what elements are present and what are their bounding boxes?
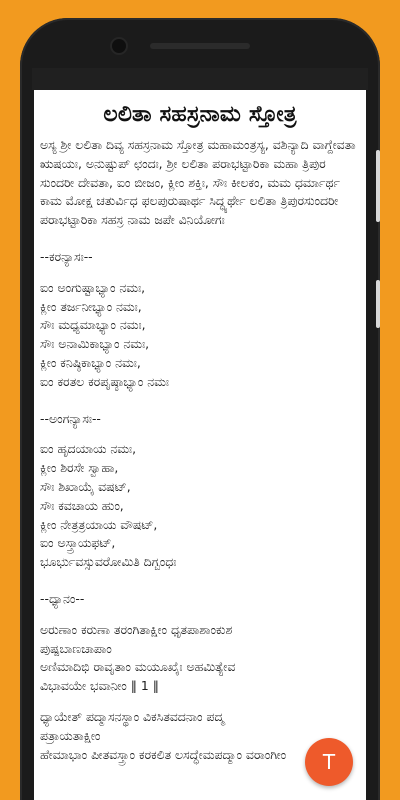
stotra-text[interactable] [40,136,362,764]
verse-line: ಅಣಿಮಾದಿಭಿ ರಾವೃತಾಂ ಮಯೂಖೈಃ ಅಹಮಿತ್ಯೇವ [40,659,236,675]
status-bar [32,68,368,90]
intro-paragraph: ಅಸ್ಯ ಶ್ರೀ ಲಲಿತಾ ದಿವ್ಯ ಸಹಸ್ರನಾಮ ಸ್ತೋತ್ರ ಮಹಾಮಂತ್ರಸ್ಯ, ವಶಿನ್ಯಾದಿ ವಾಗ್ದೇವತಾ ಋಷಯಃ, ಅನುಷ್ಟುಪ್ ಛಂದಃ, ಶ್ರೀ ಲಲಿತಾ ಪರಾಭಟ್ಟಾರಿಕಾ ಮಹಾ ತ್ರಿಪುರ ಸುಂದರೀ ದೇವತಾ, ಐಂ ಬೀಜಂ, ಕ್ಲೀಂ ಶಕ್ತಿಃ, ಸೌಃ ಕೀಲಕಂ, ಮಮ ಧರ್ಮಾರ್ಥ ಕಾಮ ಮೋಕ್ಷ ಚತುರ್ವಿಧ ಫಲಪುರುಷಾರ್ಥ ಸಿದ್ಧ್ಯರ್ಥೇ ಲಲಿತಾ ತ್ರಿಪುರಸುಂದರೀ ಪರಾಭಟ್ಟಾರಿಕಾ ಸಹಸ್ರ ನಾಮ ಜಪೇ ವಿನಿಯೋಗಃ [40,137,356,228]
verse-line: ಸೌಃ ಅನಾಮಿಕಾಭ್ಯಾಂ ನಮಃ, [40,336,150,352]
verse-line: ಐಂ ಅಸ್ತ್ರಾಯಫಟ್, [40,535,116,551]
verse-line: ಕ್ಲೀಂ ಕನಿಷ್ಠಿಕಾಭ್ಯಾಂ ನಮಃ, [40,354,141,370]
app-screen [34,90,366,800]
verse-line: ಐಂ ಹೃದಯಾಯ ನಮಃ, [40,441,137,457]
section-heading: --ಅಂಗನ್ಯಾಸಃ-- [40,410,101,426]
karanyasa-section [40,248,362,392]
anganyasa-section [40,410,362,572]
power-button [376,280,380,328]
page-title: ಲಲಿತಾ ಸಹಸ್ರನಾಮ ಸ್ತೋತ್ರ [103,102,297,127]
verse-line: ಭೂರ್ಭುವಸ್ಸುವರೋಮಿತಿ ದಿಗ್ಬಂಧಃ [40,554,177,570]
dhyanam-section [40,590,362,764]
verse-line: ಪತ್ರಾಯತಾಕ್ಷೀಂ [40,727,101,743]
earpiece-speaker [150,43,250,49]
front-camera [112,39,126,53]
verse-line: ಐಂ ಅಂಗುಷ್ಟಾಭ್ಯಾಂ ನಮಃ, [40,279,146,295]
verse-line: ಹೇಮಾಭಾಂ ಪೀತವಸ್ತ್ರಾಂ ಕರಕಲಿತ ಲಸದ್ಧೇಮಪದ್ಮಾಂ ವರಾಂಗೀಂ [40,746,287,762]
verse-line: ಐಂ ಕರತಲ ಕರಪೃಷ್ಠಾಭ್ಯಾಂ ನಮಃ [40,373,169,389]
section-heading: --ಕರನ್ಯಾಸಃ-- [40,248,93,264]
section-heading: --ಧ್ಯಾನಂ-- [40,590,85,606]
verse-line: ಅರುಣಾಂ ಕರುಣಾ ತರಂಗಿತಾಕ್ಷೀಂ ಧೃತಪಾಶಾಂಕುಶ [40,621,233,637]
text-size-icon: T [322,750,336,774]
verse-line: ಕ್ಲೀಂ ಶಿರಸೇ ಸ್ವಾಹಾ, [40,460,119,476]
verse-line: ಕ್ಲೀಂ ನೇತ್ರತ್ರಯಾಯ ವೌಷಟ್, [40,516,158,532]
verse-line: ಕ್ಲೀಂ ತರ್ಜನೀಭ್ಯಾಂ ನಮಃ, [40,298,142,314]
verse-line: ಸೌಃ ಮಧ್ಯಮಾಭ್ಯಾಂ ನಮಃ, [40,317,146,333]
volume-button [376,150,380,222]
verse-line: ವಿಭಾವಯೇ ಭವಾನೀಂ ‖ 1 ‖ [40,678,159,694]
verse-line: ಧ್ಯಾಯೇತ್ ಪದ್ಮಾಸನಸ್ಥಾಂ ವಿಕಸಿತವದನಾಂ ಪದ್ಮ [40,708,225,724]
verse-line: ಸೌಃ ಶಿಖಾಯೈ ವಷಟ್, [40,478,131,494]
verse-line: ಸೌಃ ಕವಚಾಯ ಹುಂ, [40,497,124,513]
text-size-button[interactable] [305,738,353,786]
verse-line: ಪುಷ್ಪಬಾಣಚಾಪಾಂ [40,640,112,656]
